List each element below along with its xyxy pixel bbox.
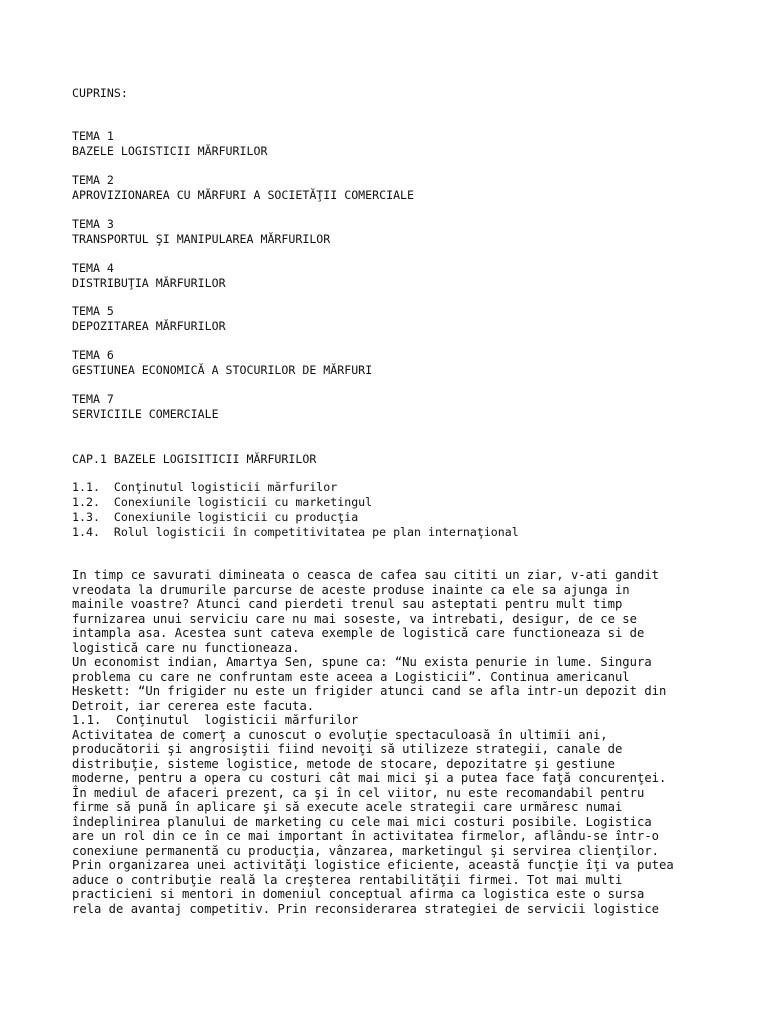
- body-line: distribuţie, sisteme logistice, metode de stocare, depozitatre şi gestiune: [72, 756, 615, 771]
- body-line: Prin organizarea unei activităţi logistice eficiente, această funcţie îţi va putea: [72, 858, 674, 872]
- toc-topic-1-label: TEMA 1: [72, 129, 114, 143]
- body-line: firme să pună în aplicare şi să execute acele strategii care urmăresc numai: [72, 800, 623, 814]
- body-line: Un economist indian, Amartya Sen, spune ca: “Nu exista penurie in lume. Singura: [72, 655, 652, 669]
- body-line: In timp ce savurati dimineata o ceasca de cafea sau cititi un ziar, v-ati gandit: [72, 568, 659, 582]
- section-heading: 1.1. Conţinutul logisticii mărfurilor: [72, 713, 359, 727]
- body-line: mainile voastre? Atunci cand pierdeti trenul sau asteptati pentru mult timp: [72, 597, 623, 611]
- chapter-title: CAP.1 BAZELE LOGISITICII MĂRFURILOR: [72, 452, 317, 466]
- body-line: producătorii şi angrosiştii fiind nevoiţi să utilizeze strategii, canale de: [72, 742, 623, 756]
- toc-topic-4-label: TEMA 4: [72, 261, 114, 275]
- toc-topic-2-label: TEMA 2: [72, 173, 114, 187]
- toc-topic-2-title: APROVIZIONAREA CU MĂRFURI A SOCIETĂŢII COMERCIALE: [72, 188, 415, 202]
- body-line: are un rol din ce în ce mai important în activitatea firmelor, aflându-se într-o: [72, 829, 659, 843]
- toc-topic-3-label: TEMA 3: [72, 217, 114, 231]
- body-line: îndeplinirea planului de marketing cu cele mai mici costuri posibile. Logistica: [72, 814, 652, 829]
- body-line: rela de avantaj competitiv. Prin reconsiderarea strategiei de servicii logistice: [72, 901, 659, 916]
- toc-topic-1-title: BAZELE LOGISTICII MĂRFURILOR: [72, 144, 268, 158]
- body-line: practicieni si mentori in domeniul conceptual afirma ca logistica este o sursa: [72, 887, 645, 901]
- body-line: Activitatea de comerţ a cunoscut o evoluţie spectaculoasă în ultimii ani,: [72, 727, 608, 742]
- toc-topic-7-label: TEMA 7: [72, 392, 114, 406]
- toc-topic-6-label: TEMA 6: [72, 348, 114, 362]
- body-line: În mediul de afaceri prezent, ca şi în cel viitor, nu este recomandabil pentru: [72, 785, 645, 800]
- toc-heading: CUPRINS:: [72, 86, 128, 100]
- chapter-section-3: 1.3. Conexiunile logisticii cu producţia: [72, 510, 359, 524]
- toc-topic-5-label: TEMA 5: [72, 304, 114, 318]
- toc-topic-7-title: SERVICIILE COMERCIALE: [72, 407, 219, 421]
- body-line: logistică care nu functioneaza.: [72, 640, 300, 655]
- toc-topic-3-title: TRANSPORTUL ŞI MANIPULAREA MĂRFURILOR: [72, 232, 331, 246]
- body-line: furnizarea unui serviciu care nu mai soseste, va intrebati, desigur, de ce se: [72, 611, 637, 626]
- body-line: Detroit, iar cererea este facuta.: [72, 698, 315, 713]
- body-line: conexiune permanentă cu producţia, vânzarea, marketingul şi servirea clienţilor.: [72, 843, 659, 858]
- toc-topic-4-title: DISTRIBUŢIA MĂRFURILOR: [72, 276, 226, 290]
- chapter-section-2: 1.2. Conexiunile logisticii cu marketingul: [72, 495, 373, 509]
- body-line: Heskett: “Un frigider nu este un frigider atunci cand se afla intr-un depozit din: [72, 684, 667, 698]
- toc-topic-5-title: DEPOZITAREA MĂRFURILOR: [72, 319, 226, 333]
- toc-topic-6-title: GESTIUNEA ECONOMICĂ A STOCURILOR DE MĂRFURI: [72, 363, 373, 377]
- chapter-section-1: 1.1. Conţinutul logisticii mărfurilor: [72, 480, 338, 494]
- chapter-section-4: 1.4. Rolul logisticii în competitivitatea pe plan internaţional: [72, 525, 519, 539]
- body-line: problema cu care ne confruntam este aceea a Logisticii”. Continua americanul: [72, 669, 630, 684]
- body-line: aduce o contribuţie reală la creşterea rentabilităţii firmei. Tot mai multi: [72, 872, 623, 887]
- body-line: moderne, pentru a opera cu costuri cât mai mici şi a putea face faţă concurenţei.: [72, 771, 667, 785]
- body-line: intampla asa. Acestea sunt cateva exemple de logistică care functioneaza si de: [72, 626, 645, 640]
- body-line: vreodata la drumurile parcurse de aceste produse inainte ca ele sa ajunga in: [72, 582, 630, 597]
